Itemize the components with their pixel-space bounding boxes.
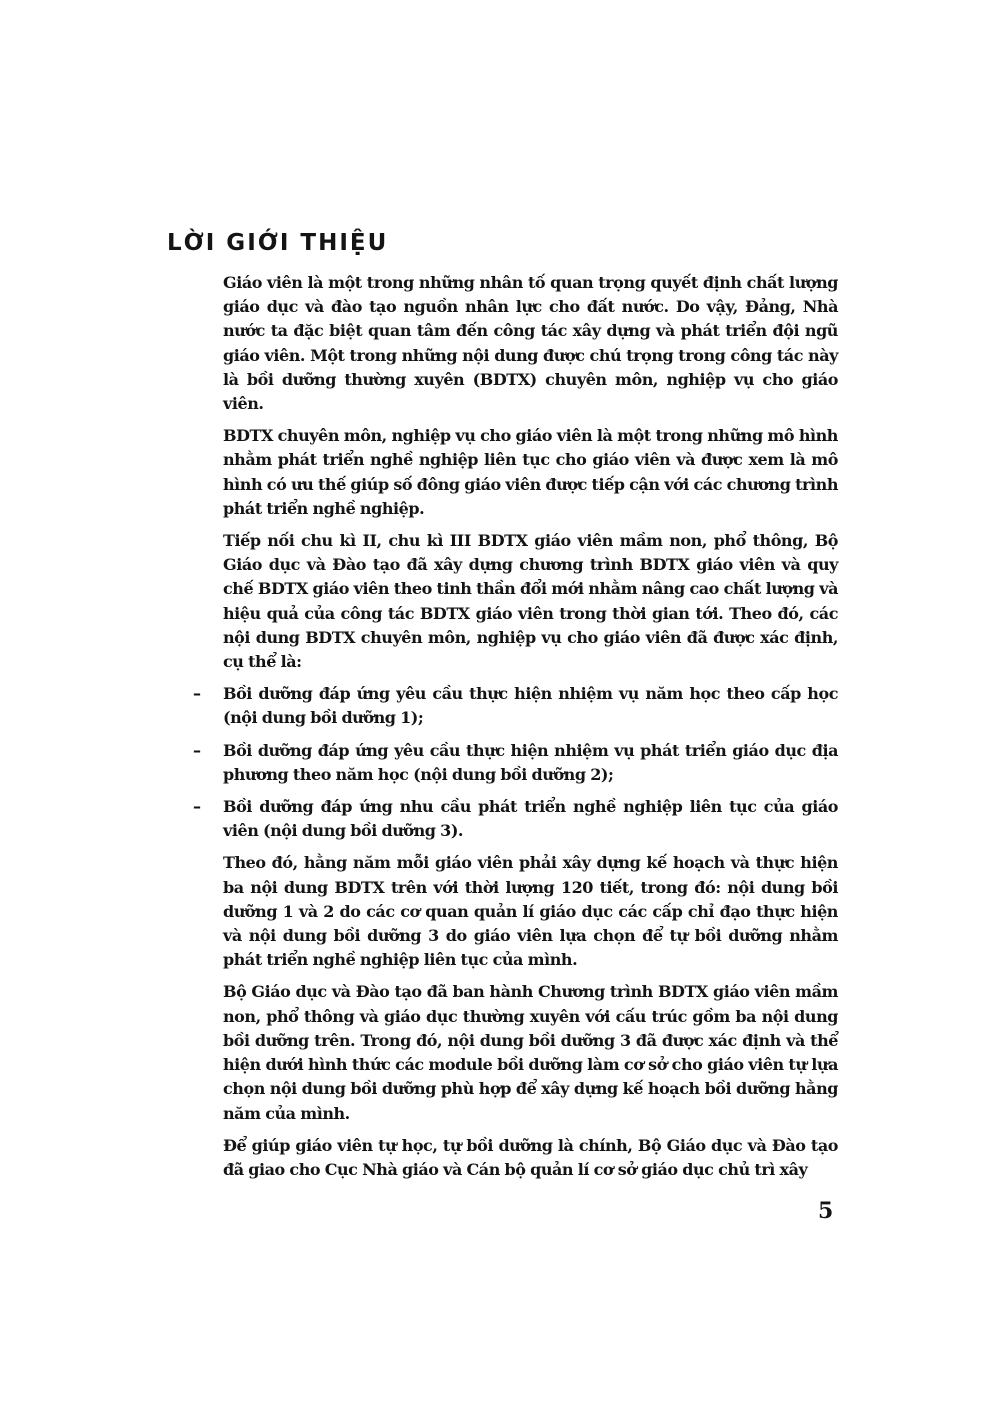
page-heading: LỜI GIỚI THIỆU [167,230,389,256]
page-number: 5 [818,1198,834,1224]
list-dash: – [193,797,201,817]
paragraph: BDTX chuyên môn, nghiệp vụ cho giáo viên là một trong những mô hình nhằm phát triển nghề nghiệp liên tục cho giáo viên và được xem là mô hình có ưu thế giúp số đông giáo viên được tiếp cận với các chương trình phát triển nghề nghiệp. [223,426,838,518]
paragraph: Bộ Giáo dục và Đào tạo đã ban hành Chương trình BDTX giáo viên mầm non, phổ thông và giáo dục thường xuyên với cấu trúc gồm ba nội dung bồi dưỡng trên. Trong đó, nội dung bồi dưỡng 3 đã được xác định và thể hiện dưới hình thức các module bồi dưỡng làm cơ sở cho giáo viên tự lựa chọn nội dung bồi dưỡng phù hợp để xây dựng kế hoạch bồi dưỡng hằng năm của mình. [223,982,838,1123]
list-item [193,739,838,787]
content-list [193,682,838,843]
list-item-text: Bồi dưỡng đáp ứng yêu cầu thực hiện nhiệm vụ năm học theo cấp học (nội dung bồi dưỡng 1); [223,684,838,728]
list-dash: – [193,684,201,704]
paragraph: Tiếp nối chu kì II, chu kì III BDTX giáo viên mầm non, phổ thông, Bộ Giáo dục và Đào tạo đã xây dựng chương trình BDTX giáo viên và quy chế BDTX giáo viên theo tinh thần đổi mới nhằm nâng cao chất lượng và hiệu quả của công tác BDTX giáo viên trong thời gian tới. Theo đó, các nội dung BDTX chuyên môn, nghiệp vụ cho giáo viên đã được xác định, cụ thể là: [223,531,838,672]
list-item-text: Bồi dưỡng đáp ứng yêu cầu thực hiện nhiệm vụ phát triển giáo dục địa phương theo năm học (nội dung bồi dưỡng 2); [223,740,838,784]
paragraph: Giáo viên là một trong những nhân tố quan trọng quyết định chất lượng giáo dục và đào tạo nguồn nhân lực cho đất nước. Do vậy, Đảng, Nhà nước ta đặc biệt quan tâm đến công tác xây dựng và phát triển đội ngũ giáo viên. Một trong những nội dung được chú trọng trong công tác này là bồi dưỡng thường xuyên (BDTX) chuyên môn, nghiệp vụ cho giáo viên. [223,273,838,414]
paragraph: Để giúp giáo viên tự học, tự bồi dưỡng là chính, Bộ Giáo dục và Đào tạo đã giao cho Cục Nhà giáo và Cán bộ quản lí cơ sở giáo dục chủ trì xây [223,1135,838,1179]
list-item [193,682,838,730]
list-dash: – [193,740,201,760]
body-text [193,271,838,1190]
list-item [193,795,838,843]
list-item-text: Bồi dưỡng đáp ứng nhu cầu phát triển nghề nghiệp liên tục của giáo viên (nội dung bồi dưỡng 3). [223,797,838,841]
paragraph: Theo đó, hằng năm mỗi giáo viên phải xây dựng kế hoạch và thực hiện ba nội dung BDTX trên với thời lượng 120 tiết, trong đó: nội dung bồi dưỡng 1 và 2 do các cơ quan quản lí giáo dục các cấp chỉ đạo thực hiện và nội dung bồi dưỡng 3 do giáo viên lựa chọn để tự bồi dưỡng nhằm phát triển nghề nghiệp liên tục của mình. [223,853,838,970]
